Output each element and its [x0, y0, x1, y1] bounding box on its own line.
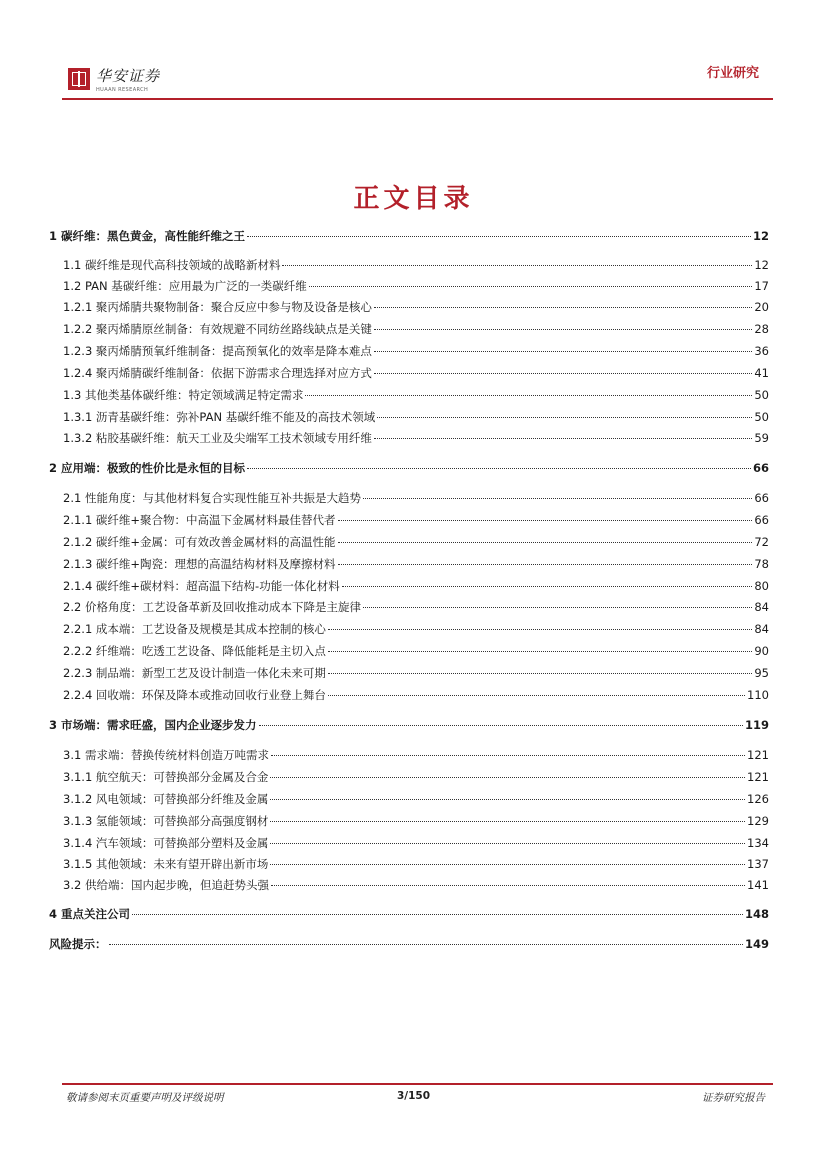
toc-entry-page-number: 84 — [754, 600, 769, 614]
toc-entry-page-number: 95 — [754, 666, 769, 680]
toc-entry-title: 2.1 性能角度：与其他材料复合实现性能互补共振是大趋势 — [63, 491, 361, 505]
toc-entry-page-number: 17 — [754, 279, 769, 293]
toc-section-entry[interactable] — [63, 622, 769, 636]
header-divider — [62, 98, 773, 100]
toc-section-entry[interactable] — [63, 279, 769, 293]
toc-chapter-entry[interactable] — [49, 229, 769, 243]
toc-entry-title: 1.2.1 聚丙烯腈共聚物制备：聚合反应中参与物及设备是核心 — [63, 300, 372, 314]
toc-leader-dots — [328, 629, 752, 630]
page-number: 3/150 — [396, 1090, 431, 1102]
toc-entry-title: 3.1.3 氢能领域：可替换部分高强度钢材 — [63, 814, 269, 828]
toc-entry-title: 2.2.4 回收端：环保及降本或推动回收行业登上舞台 — [63, 688, 326, 702]
toc-section-entry[interactable] — [63, 579, 769, 593]
toc-entry-title: 风险提示： — [49, 937, 107, 951]
toc-entry-page-number: 84 — [754, 622, 769, 636]
toc-entry-page-number: 129 — [747, 814, 769, 828]
toc-leader-dots — [271, 755, 745, 756]
toc-leader-dots — [363, 607, 752, 608]
toc-entry-title: 2.1.2 碳纤维+金属：可有效改善金属材料的高温性能 — [63, 535, 336, 549]
toc-entry-page-number: 66 — [754, 513, 769, 527]
toc-entry-title: 3.1.5 其他领域：未来有望开辟出新市场 — [63, 857, 269, 871]
toc-entry-page-number: 36 — [754, 344, 769, 358]
toc-leader-dots — [270, 799, 745, 800]
toc-section-entry[interactable] — [63, 792, 769, 806]
toc-entry-title: 3.1 需求端：替换传统材料创造万吨需求 — [63, 748, 269, 762]
toc-leader-dots — [132, 914, 743, 915]
toc-section-entry[interactable] — [63, 431, 769, 445]
toc-entry-page-number: 80 — [754, 579, 769, 593]
toc-leader-dots — [374, 351, 752, 352]
toc-section-entry[interactable] — [63, 666, 769, 680]
toc-leader-dots — [377, 417, 752, 418]
logo-seal-icon — [68, 68, 90, 90]
toc-leader-dots — [374, 307, 752, 308]
toc-leader-dots — [247, 468, 751, 469]
toc-section-entry[interactable] — [63, 878, 769, 892]
toc-section-entry[interactable] — [63, 600, 769, 614]
footer-report-type: 证券研究报告 — [702, 1092, 765, 1104]
toc-chapter-entry[interactable] — [49, 937, 769, 951]
toc-section-entry[interactable] — [63, 770, 769, 784]
toc-entry-title: 1.3 其他类基体碳纤维：特定领域满足特定需求 — [63, 388, 304, 402]
toc-entry-title: 1.2 PAN 基碳纤维：应用最为广泛的一类碳纤维 — [63, 279, 307, 293]
toc-leader-dots — [305, 395, 752, 396]
toc-entry-title: 2.2.3 制品端：新型工艺及设计制造一体化未来可期 — [63, 666, 326, 680]
toc-entry-title: 3.1.1 航空航天：可替换部分金属及合金 — [63, 770, 269, 784]
toc-section-entry[interactable] — [63, 857, 769, 871]
toc-leader-dots — [309, 286, 753, 287]
footer-disclaimer: 敬请参阅末页重要声明及评级说明 — [66, 1092, 224, 1104]
toc-leader-dots — [270, 821, 745, 822]
toc-leader-dots — [342, 586, 753, 587]
toc-entry-page-number: 66 — [754, 491, 769, 505]
toc-leader-dots — [328, 695, 745, 696]
toc-entry-page-number: 149 — [744, 937, 769, 951]
toc-leader-dots — [270, 864, 745, 865]
toc-section-entry[interactable] — [63, 410, 769, 424]
toc-entry-page-number: 50 — [754, 410, 769, 424]
toc-leader-dots — [270, 777, 745, 778]
toc-entry-page-number: 90 — [754, 644, 769, 658]
toc-entry-title: 1.1 碳纤维是现代高科技领域的战略新材料 — [63, 258, 281, 272]
toc-section-entry[interactable] — [63, 258, 769, 272]
toc-section-entry[interactable] — [63, 836, 769, 850]
toc-entry-title: 4 重点关注公司 — [49, 907, 131, 921]
toc-section-entry[interactable] — [63, 322, 769, 336]
logo-chinese-name: 华安证券 — [96, 67, 161, 85]
toc-entry-page-number: 137 — [747, 857, 769, 871]
toc-leader-dots — [338, 564, 753, 565]
toc-section-entry[interactable] — [63, 557, 769, 571]
toc-entry-page-number: 78 — [754, 557, 769, 571]
toc-chapter-entry[interactable] — [49, 461, 769, 475]
toc-section-entry[interactable] — [63, 535, 769, 549]
toc-section-entry[interactable] — [63, 644, 769, 658]
toc-chapter-entry[interactable] — [49, 907, 769, 921]
toc-entry-title: 2.1.3 碳纤维+陶瓷：理想的高温结构材料及摩擦材料 — [63, 557, 336, 571]
toc-leader-dots — [374, 329, 752, 330]
toc-entry-page-number: 41 — [754, 366, 769, 380]
toc-leader-dots — [282, 265, 752, 266]
toc-entry-title: 2.2.1 成本端：工艺设备及规模是其成本控制的核心 — [63, 622, 326, 636]
toc-entry-page-number: 110 — [747, 688, 769, 702]
toc-entry-title: 3 市场端：需求旺盛，国内企业逐步发力 — [49, 718, 257, 732]
toc-section-entry[interactable] — [63, 300, 769, 314]
toc-entry-page-number: 148 — [744, 907, 769, 921]
toc-leader-dots — [109, 944, 743, 945]
toc-entry-page-number: 66 — [752, 461, 769, 475]
toc-entry-title: 1.2.4 聚丙烯腈碳纤维制备：依据下游需求合理选择对应方式 — [63, 366, 372, 380]
page-header — [0, 0, 827, 110]
toc-entry-title: 3.1.4 汽车领域：可替换部分塑料及金属 — [63, 836, 269, 850]
toc-leader-dots — [271, 885, 745, 886]
toc-section-entry[interactable] — [63, 344, 769, 358]
page-title: 正文目录 — [353, 184, 474, 214]
toc-entry-title: 2.1.4 碳纤维+碳材料：超高温下结构-功能一体化材料 — [63, 579, 340, 593]
toc-leader-dots — [338, 520, 753, 521]
toc-entry-title: 1.2.2 聚丙烯腈原丝制备：有效规避不同纺丝路线缺点是关键 — [63, 322, 372, 336]
toc-leader-dots — [270, 843, 745, 844]
toc-entry-title: 2.2.2 纤维端：吃透工艺设备、降低能耗是主切入点 — [63, 644, 326, 658]
toc-entry-title: 1.3.1 沥青基碳纤维：弥补PAN 基碳纤维不能及的高技术领域 — [63, 410, 376, 424]
toc-entry-page-number: 12 — [754, 258, 769, 272]
toc-entry-page-number: 121 — [747, 770, 769, 784]
toc-leader-dots — [247, 236, 751, 237]
logo-english-name: HUAAN RESEARCH — [96, 87, 149, 93]
toc-leader-dots — [328, 651, 752, 652]
toc-leader-dots — [328, 673, 752, 674]
toc-leader-dots — [374, 438, 752, 439]
toc-entry-title: 3.1.2 风电领域：可替换部分纤维及金属 — [63, 792, 269, 806]
toc-section-entry[interactable] — [63, 491, 769, 505]
toc-entry-page-number: 141 — [747, 878, 769, 892]
toc-entry-title: 1.2.3 聚丙烯腈预氧纤维制备：提高预氧化的效率是降本难点 — [63, 344, 372, 358]
toc-leader-dots — [338, 542, 753, 543]
toc-chapter-entry[interactable] — [49, 718, 769, 732]
toc-entry-title: 1 碳纤维：黑色黄金，高性能纤维之王 — [49, 229, 246, 243]
toc-entry-page-number: 20 — [754, 300, 769, 314]
toc-entry-page-number: 119 — [744, 718, 769, 732]
toc-leader-dots — [259, 725, 743, 726]
toc-entry-page-number: 59 — [754, 431, 769, 445]
toc-entry-page-number: 121 — [747, 748, 769, 762]
toc-entry-title: 2 应用端：极致的性价比是永恒的目标 — [49, 461, 246, 475]
toc-leader-dots — [363, 498, 752, 499]
toc-section-entry[interactable] — [63, 688, 769, 702]
toc-entry-page-number: 12 — [752, 229, 769, 243]
toc-entry-title: 1.3.2 粘胶基碳纤维：航天工业及尖端军工技术领域专用纤维 — [63, 431, 372, 445]
toc-entry-page-number: 134 — [747, 836, 769, 850]
report-category: 行业研究 — [706, 66, 759, 81]
toc-section-entry[interactable] — [63, 513, 769, 527]
toc-entry-page-number: 72 — [754, 535, 769, 549]
toc-section-entry[interactable] — [63, 748, 769, 762]
toc-entry-page-number: 126 — [747, 792, 769, 806]
toc-section-entry[interactable] — [63, 366, 769, 380]
toc-entry-page-number: 28 — [754, 322, 769, 336]
toc-section-entry[interactable] — [63, 388, 769, 402]
toc-entry-title: 2.1.1 碳纤维+聚合物：中高温下金属材料最佳替代者 — [63, 513, 336, 527]
toc-entry-title: 2.2 价格角度：工艺设备革新及回收推动成本下降是主旋律 — [63, 600, 361, 614]
toc-entry-title: 3.2 供给端：国内起步晚，但追赶势头强 — [63, 878, 269, 892]
toc-leader-dots — [374, 373, 752, 374]
toc-section-entry[interactable] — [63, 814, 769, 828]
footer-divider — [62, 1083, 773, 1085]
toc-entry-page-number: 50 — [754, 388, 769, 402]
company-logo — [68, 68, 160, 93]
